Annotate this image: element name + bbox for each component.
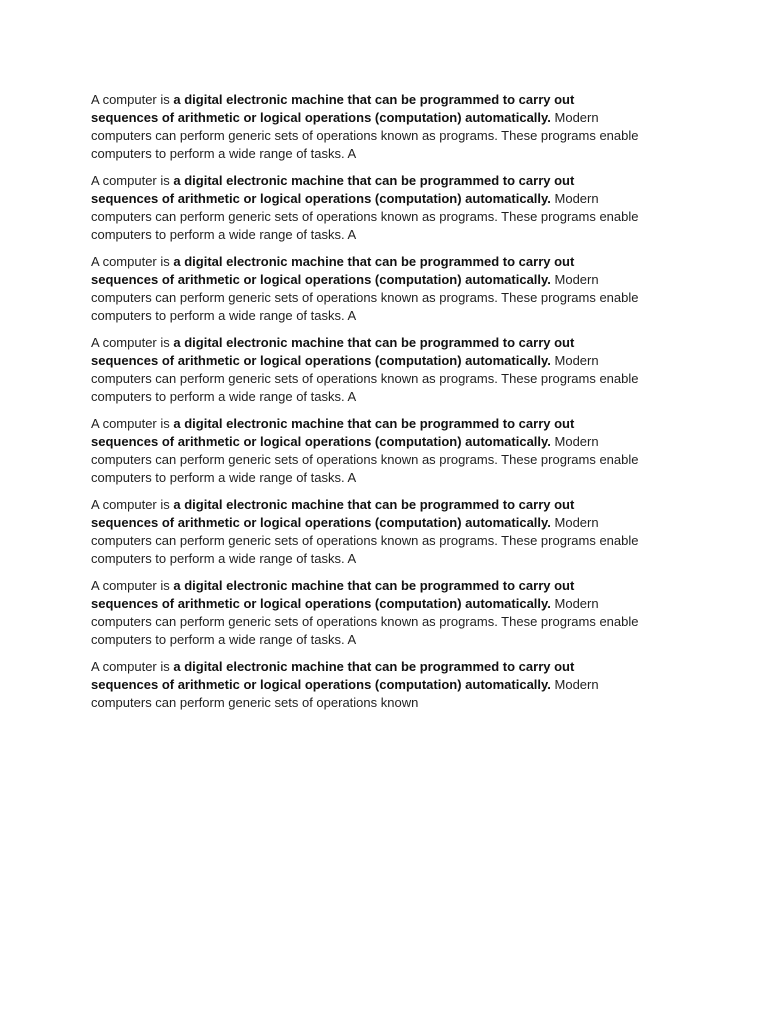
paragraph-bold-text: a digital electronic machine that can be programmed to carry out sequences of arithmetic or logical operations (computation) automatically. xyxy=(91,416,575,449)
paragraph-tail-text: Modern computers can perform generic sets of operations known as programs. These programs enable computers to perform a wide range of tasks. A xyxy=(91,434,639,485)
paragraph-bold-text: a digital electronic machine that can be programmed to carry out sequences of arithmetic or logical operations (computation) automatically. xyxy=(91,659,575,692)
paragraph-tail-text: Modern computers can perform generic sets of operations known as programs. These programs enable computers to perform a wide range of tasks. A xyxy=(91,353,639,404)
paragraph-bold-text: a digital electronic machine that can be programmed to carry out sequences of arithmetic or logical operations (computation) automatically. xyxy=(91,173,575,206)
paragraph xyxy=(91,334,691,406)
paragraph-tail-text: Modern computers can perform generic sets of operations known as programs. These programs enable computers to perform a wide range of tasks. A xyxy=(91,272,639,323)
paragraph-lead-text: A computer is xyxy=(91,416,174,431)
paragraph-lead-text: A computer is xyxy=(91,578,174,593)
paragraph xyxy=(91,658,691,712)
paragraph-lead-text: A computer is xyxy=(91,254,174,269)
paragraph xyxy=(91,415,691,487)
paragraph xyxy=(91,496,691,568)
paragraph-lead-text: A computer is xyxy=(91,335,174,350)
paragraph-tail-text: Modern computers can perform generic sets of operations known as programs. These programs enable computers to perform a wide range of tasks. A xyxy=(91,515,639,566)
paragraph-bold-text: a digital electronic machine that can be programmed to carry out sequences of arithmetic or logical operations (computation) automatically. xyxy=(91,92,575,125)
paragraph-lead-text: A computer is xyxy=(91,659,174,674)
paragraph-lead-text: A computer is xyxy=(91,92,174,107)
paragraph xyxy=(91,253,691,325)
paragraph xyxy=(91,577,691,649)
paragraph-tail-text: Modern computers can perform generic sets of operations known as programs. These programs enable computers to perform a wide range of tasks. A xyxy=(91,191,639,242)
paragraph-bold-text: a digital electronic machine that can be programmed to carry out sequences of arithmetic or logical operations (computation) automatically. xyxy=(91,254,575,287)
paragraph xyxy=(91,172,691,244)
paragraph-bold-text: a digital electronic machine that can be programmed to carry out sequences of arithmetic or logical operations (computation) automatically. xyxy=(91,335,575,368)
paragraph-lead-text: A computer is xyxy=(91,173,174,188)
paragraph-lead-text: A computer is xyxy=(91,497,174,512)
paragraph-bold-text: a digital electronic machine that can be programmed to carry out sequences of arithmetic or logical operations (computation) automatically. xyxy=(91,578,575,611)
document-page xyxy=(91,91,691,721)
paragraph-tail-text: Modern computers can perform generic sets of operations known xyxy=(91,677,599,710)
paragraph-tail-text: Modern computers can perform generic sets of operations known as programs. These programs enable computers to perform a wide range of tasks. A xyxy=(91,596,639,647)
paragraph-bold-text: a digital electronic machine that can be programmed to carry out sequences of arithmetic or logical operations (computation) automatically. xyxy=(91,497,575,530)
paragraph-tail-text: Modern computers can perform generic sets of operations known as programs. These programs enable computers to perform a wide range of tasks. A xyxy=(91,110,639,161)
paragraph xyxy=(91,91,691,163)
